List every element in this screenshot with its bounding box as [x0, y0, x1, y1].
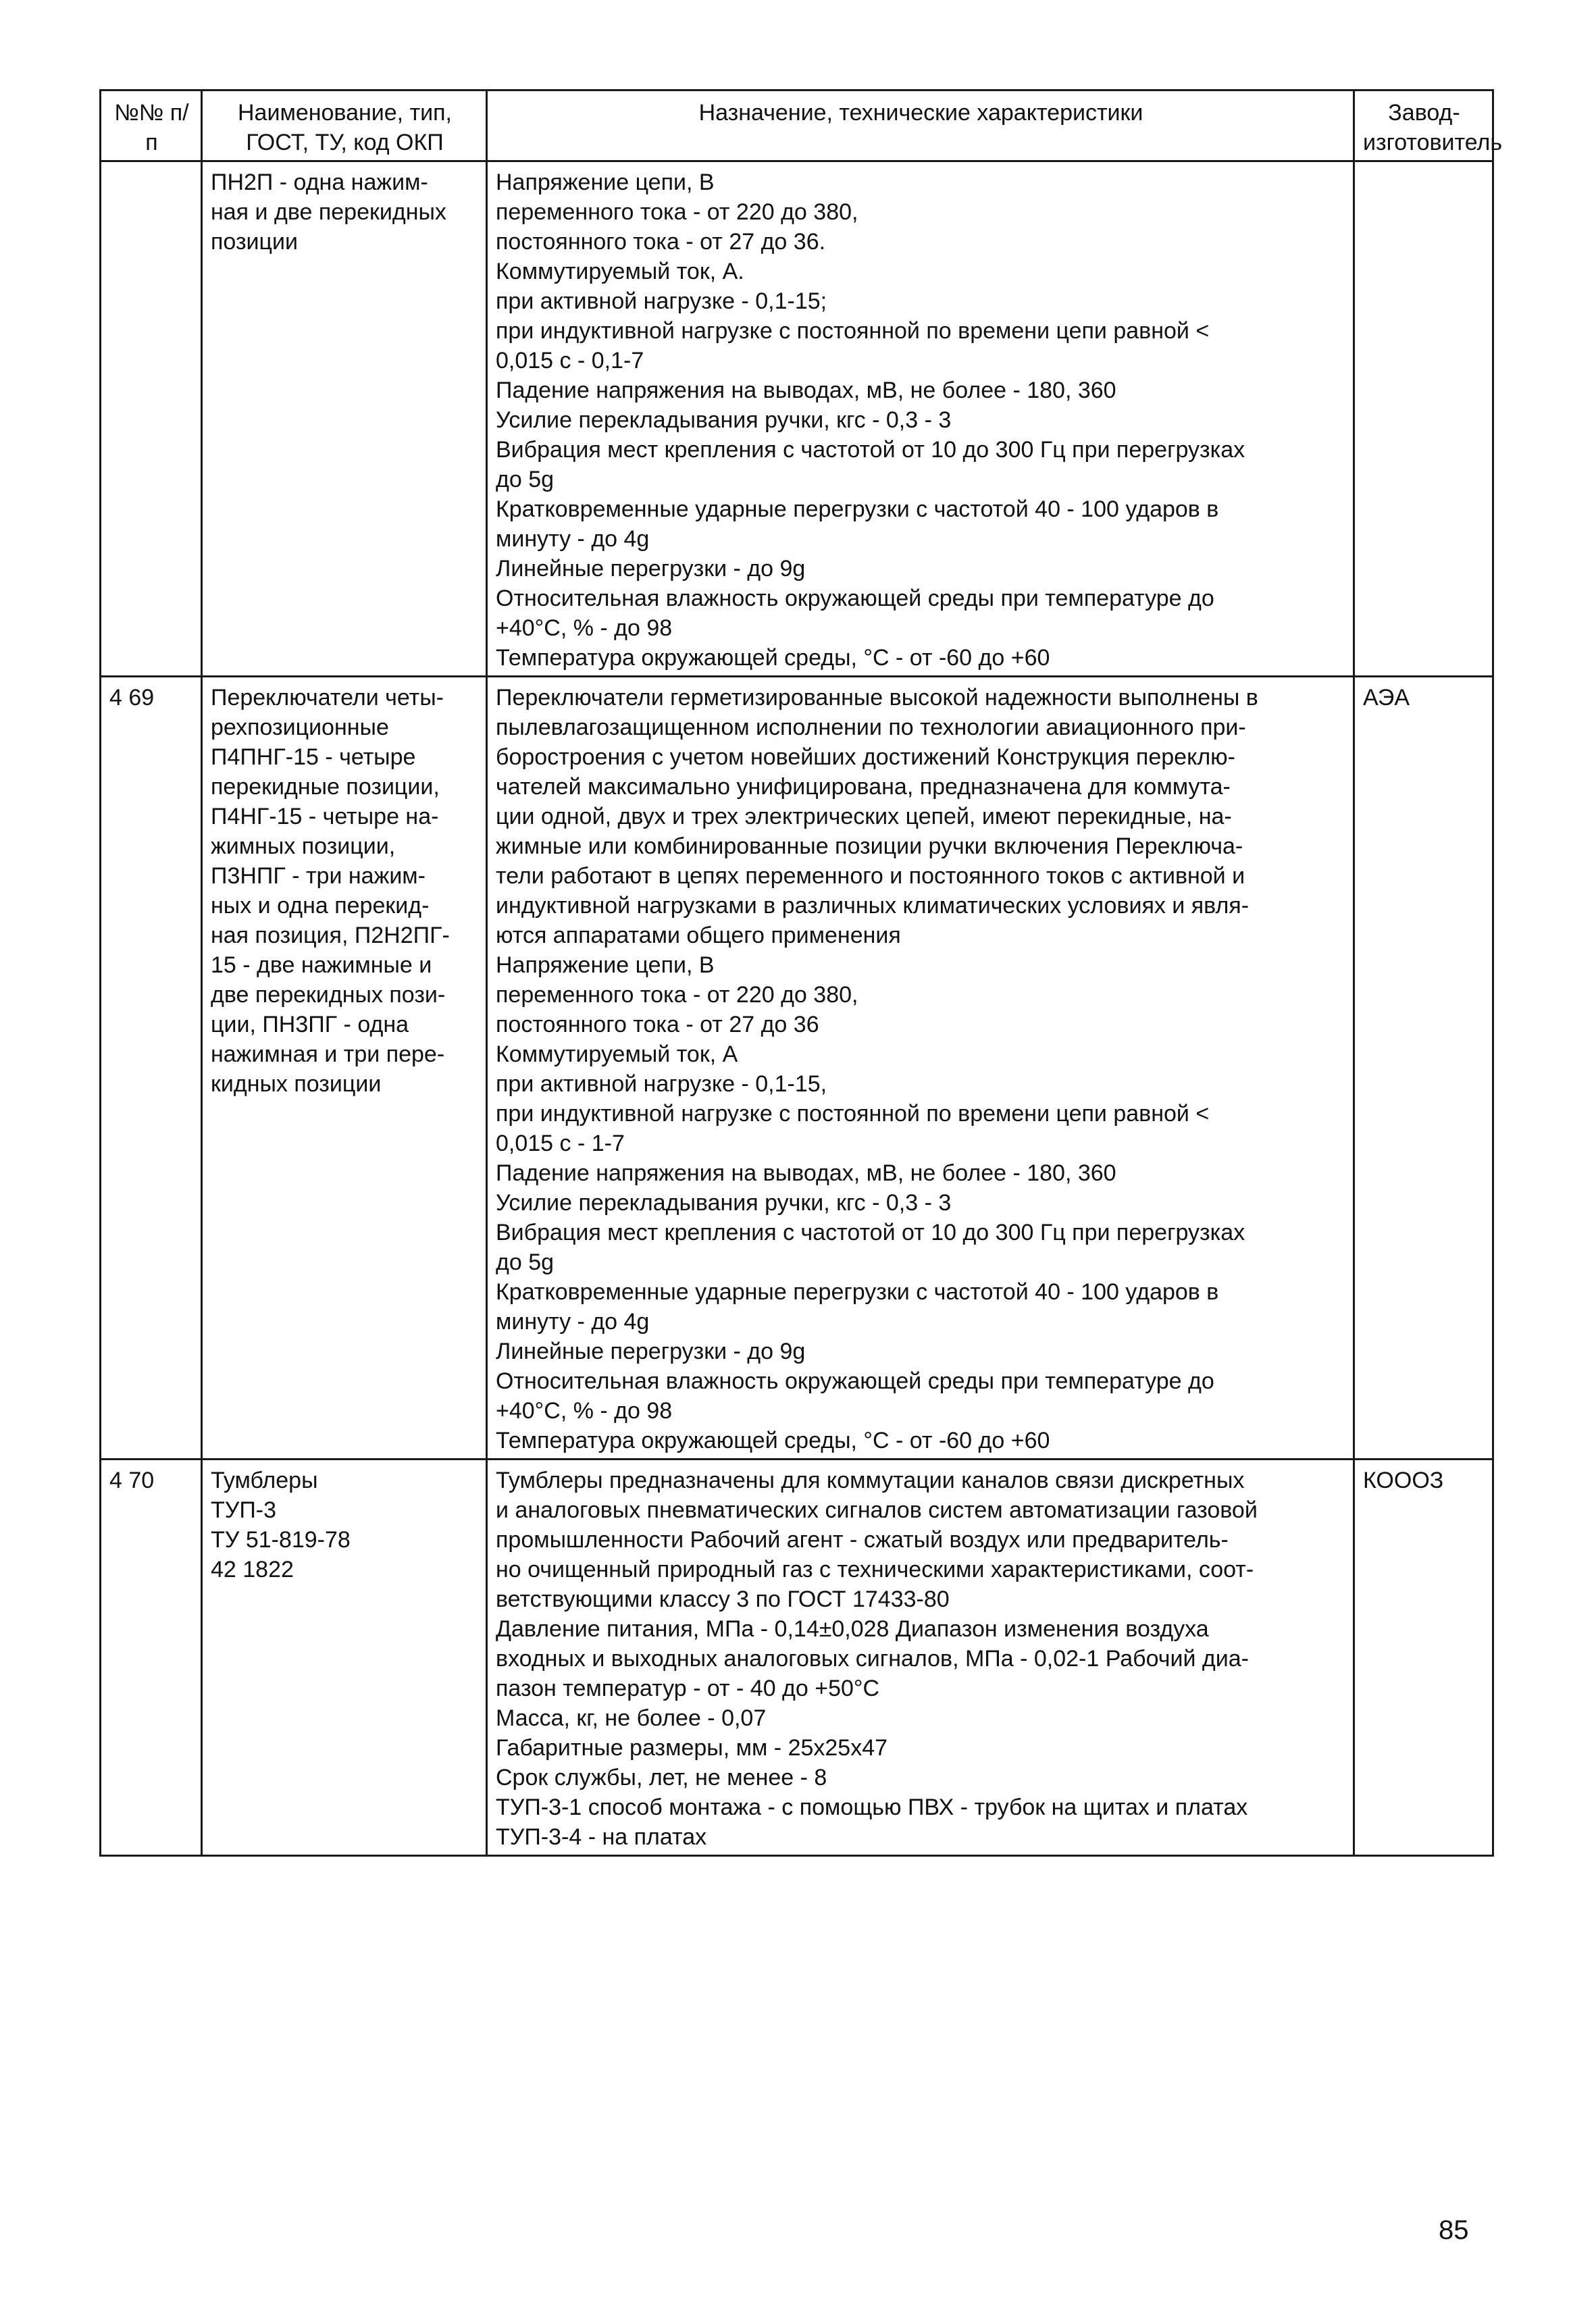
- name-line: ТУ 51-819-78: [211, 1527, 351, 1553]
- name-line: ПН2П - одна нажим-: [211, 170, 428, 195]
- desc-line: Габаритные размеры, мм - 25х25х47: [496, 1735, 888, 1761]
- desc-line: Кратковременные ударные перегрузки с частотой 40 - 100 ударов в: [496, 496, 1219, 522]
- header-desc: Назначение, технические характеристики: [487, 91, 1354, 161]
- table-row: [101, 677, 1493, 1460]
- name-line: Тумблеры: [211, 1468, 318, 1493]
- name-line: ТУП-3: [211, 1497, 277, 1523]
- desc-line: Коммутируемый ток, А.: [496, 259, 744, 284]
- desc-line: жимные или комбинированные позиции ручки включения Переключа-: [496, 833, 1243, 859]
- cell-desc: [487, 161, 1354, 677]
- desc-line: при активной нагрузке - 0,1-15;: [496, 288, 827, 314]
- cell-name: [202, 1460, 487, 1856]
- desc-line: Относительная влажность окружающей среды при температуре до: [496, 1368, 1214, 1394]
- desc-line: но очищенный природный газ с техническими характеристиками, соот-: [496, 1557, 1254, 1582]
- name-line: жимных позиции,: [211, 833, 396, 859]
- desc-line: +40°С, % - до 98: [496, 1398, 673, 1424]
- desc-line: до 5g: [496, 467, 555, 492]
- spec-table: [99, 89, 1503, 1857]
- desc-line: Линейные перегрузки - до 9g: [496, 556, 806, 582]
- desc-line: тели работают в цепях переменного и постоянного токов с активной и: [496, 863, 1245, 889]
- desc-line: ТУП-3-1 способ монтажа - с помощью ПВХ - трубок на щитах и платах: [496, 1795, 1248, 1820]
- header-maker: Завод-изготовитель: [1354, 91, 1493, 161]
- name-line: ции, ПН3ПГ - одна: [211, 1012, 409, 1037]
- desc-line: пылевлагозащищенном исполнении по технологии авиационного при-: [496, 715, 1246, 740]
- desc-line: Кратковременные ударные перегрузки с частотой 40 - 100 ударов в: [496, 1279, 1219, 1305]
- name-line: ных и одна перекид-: [211, 893, 430, 919]
- desc-line: до 5g: [496, 1249, 555, 1275]
- desc-line: Температура окружающей среды, °С - от -60 до +60: [496, 1428, 1050, 1453]
- cell-maker: КОООЗ: [1354, 1460, 1493, 1856]
- cell-maker: АЭА: [1354, 677, 1493, 1460]
- desc-line: 0,015 с - 1-7: [496, 1131, 625, 1156]
- name-line: Переключатели четы-: [211, 685, 444, 711]
- desc-line: ТУП-3-4 - на платах: [496, 1824, 707, 1850]
- cell-num: [101, 161, 202, 677]
- name-line: П4НГ-15 - четыре на-: [211, 804, 439, 829]
- table-header-row: [101, 91, 1493, 161]
- desc-line: входных и выходных аналоговых сигналов, МПа - 0,02-1 Рабочий диа-: [496, 1646, 1249, 1672]
- cell-name: [202, 677, 487, 1460]
- desc-line: Вибрация мест крепления с частотой от 10 до 300 Гц при перегрузках: [496, 437, 1245, 463]
- desc-line: ции одной, двух и трех электрических цепей, имеют перекидные, на-: [496, 804, 1232, 829]
- desc-line: Усилие перекладывания ручки, кгс - 0,3 - 3: [496, 1190, 952, 1216]
- name-line: П3НПГ - три нажим-: [211, 863, 426, 889]
- name-line: ная и две перекидных: [211, 199, 446, 225]
- desc-line: Линейные перегрузки - до 9g: [496, 1339, 806, 1364]
- desc-line: индуктивной нагрузками в различных климатических условиях и явля-: [496, 893, 1250, 919]
- cell-num: 4 70: [101, 1460, 202, 1856]
- name-line: 42 1822: [211, 1557, 294, 1582]
- table-row: [101, 161, 1493, 677]
- name-line: перекидные позиции,: [211, 774, 440, 800]
- desc-line: Напряжение цепи, В: [496, 170, 715, 195]
- desc-line: ветствующими классу 3 по ГОСТ 17433-80: [496, 1586, 950, 1612]
- desc-line: Давление питания, МПа - 0,14±0,028 Диапазон изменения воздуха: [496, 1616, 1209, 1642]
- name-line: П4ПНГ-15 - четыре: [211, 744, 416, 770]
- page-number: 85: [1439, 2215, 1469, 2245]
- desc-line: Напряжение цепи, В: [496, 952, 715, 978]
- desc-line: минуту - до 4g: [496, 1309, 650, 1335]
- desc-line: Относительная влажность окружающей среды при температуре до: [496, 586, 1214, 611]
- name-line: рехпозиционные: [211, 715, 389, 740]
- cell-name: [202, 161, 487, 677]
- desc-line: Падение напряжения на выводах, мВ, не более - 180, 360: [496, 378, 1116, 403]
- desc-line: боростроения с учетом новейших достижений Конструкция переклю-: [496, 744, 1235, 770]
- name-line: кидных позиции: [211, 1071, 382, 1097]
- name-line: нажимная и три пере-: [211, 1041, 445, 1067]
- desc-line: при индуктивной нагрузке с постоянной по времени цепи равной <: [496, 318, 1210, 344]
- desc-line: Температура окружающей среды, °С - от -60 до +60: [496, 645, 1050, 671]
- desc-line: 0,015 с - 0,1-7: [496, 348, 644, 373]
- desc-line: при индуктивной нагрузке с постоянной по времени цепи равной <: [496, 1101, 1210, 1127]
- name-line: позиции: [211, 229, 298, 255]
- desc-line: Переключатели герметизированные высокой надежности выполнены в: [496, 685, 1258, 711]
- desc-line: минуту - до 4g: [496, 526, 650, 552]
- desc-line: +40°С, % - до 98: [496, 615, 673, 641]
- desc-line: Усилие перекладывания ручки, кгс - 0,3 - 3: [496, 407, 952, 433]
- desc-line: промышленности Рабочий агент - сжатый воздух или предваритель-: [496, 1527, 1229, 1553]
- desc-line: переменного тока - от 220 до 380,: [496, 199, 858, 225]
- name-line: 15 - две нажимные и: [211, 952, 432, 978]
- desc-line: и аналоговых пневматических сигналов систем автоматизации газовой: [496, 1497, 1258, 1523]
- desc-line: Падение напряжения на выводах, мВ, не более - 180, 360: [496, 1160, 1116, 1186]
- desc-line: постоянного тока - от 27 до 36: [496, 1012, 819, 1037]
- desc-line: Тумблеры предназначены для коммутации каналов связи дискретных: [496, 1468, 1245, 1493]
- desc-line: Коммутируемый ток, А: [496, 1041, 738, 1067]
- cell-desc: [487, 1460, 1354, 1856]
- name-line: ная позиция, П2Н2ПГ-: [211, 923, 450, 948]
- desc-line: при активной нагрузке - 0,1-15,: [496, 1071, 827, 1097]
- table-row: [101, 1460, 1493, 1856]
- desc-line: Масса, кг, не более - 0,07: [496, 1705, 767, 1731]
- header-num: №№ п/п: [101, 91, 202, 161]
- name-line: две перекидных пози-: [211, 982, 446, 1008]
- desc-line: Срок службы, лет, не менее - 8: [496, 1765, 827, 1790]
- header-name: Наименование, тип, ГОСТ, ТУ, код ОКП: [202, 91, 487, 161]
- desc-line: переменного тока - от 220 до 380,: [496, 982, 858, 1008]
- desc-line: чателей максимально унифицирована, предназначена для коммута-: [496, 774, 1231, 800]
- table-body: [101, 161, 1493, 1856]
- desc-line: ются аппаратами общего применения: [496, 923, 901, 948]
- cell-maker: [1354, 161, 1493, 677]
- desc-line: Вибрация мест крепления с частотой от 10 до 300 Гц при перегрузках: [496, 1220, 1245, 1245]
- cell-num: 4 69: [101, 677, 202, 1460]
- desc-line: постоянного тока - от 27 до 36.: [496, 229, 826, 255]
- desc-line: пазон температур - от - 40 до +50°С: [496, 1676, 880, 1701]
- cell-desc: [487, 677, 1354, 1460]
